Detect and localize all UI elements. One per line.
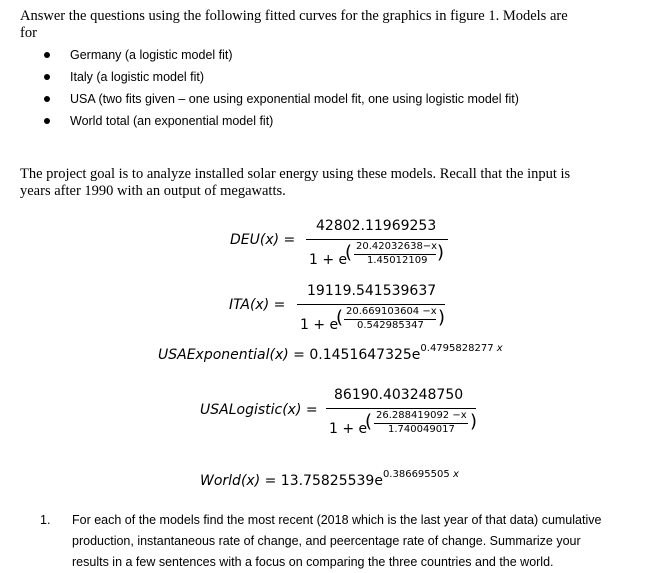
world-equals: = bbox=[264, 473, 277, 489]
usa-exp-exponent-group: 0.4795828277 x bbox=[420, 343, 503, 354]
ita-fraction-bar bbox=[297, 304, 445, 305]
list-item: Italy (a logistic model fit) bbox=[40, 66, 519, 88]
list-item: USA (two fits given – one using exponential model fit, one using logistic model fit) bbox=[40, 88, 519, 110]
question-line-3: results in a few sentences with a focus on comparing the three countries and the world. bbox=[72, 555, 554, 569]
ita-one-plus-e: 1 + e bbox=[300, 317, 339, 333]
usa-log-fraction-bar bbox=[326, 408, 476, 409]
usa-exp-equals: = bbox=[293, 347, 305, 363]
deu-exp-denominator: 1.45012109 bbox=[367, 255, 428, 266]
model-bullet-list bbox=[40, 44, 519, 132]
usa-log-exp-numerator: 26.288419092 −x bbox=[376, 410, 467, 421]
ita-left-paren: ( bbox=[336, 307, 344, 328]
bullet-icon bbox=[44, 74, 50, 80]
deu-right-paren: ) bbox=[437, 242, 445, 263]
usa-exponential-equation bbox=[158, 343, 503, 363]
question-line-2: production, instantaneous rate of change, and peercentage rate of change. Summarize your bbox=[72, 534, 581, 548]
intro-line-2: for bbox=[20, 25, 37, 41]
world-equation bbox=[200, 469, 459, 489]
goal-line-2: years after 1990 with an output of megawatts. bbox=[20, 183, 286, 199]
usa-log-exp-denominator: 1.740049017 bbox=[388, 424, 455, 435]
usa-log-numerator: 86190.403248750 bbox=[334, 387, 464, 403]
usa-log-right-paren: ) bbox=[470, 411, 478, 432]
deu-one-plus-e: 1 + e bbox=[309, 252, 348, 268]
ita-right-paren: ) bbox=[438, 307, 446, 328]
list-item: Germany (a logistic model fit) bbox=[40, 44, 519, 66]
list-item: World total (an exponential model fit) bbox=[40, 110, 519, 132]
world-coef: 13.75825539e bbox=[280, 473, 383, 489]
goal-paragraph bbox=[20, 166, 645, 200]
deu-lhs: DEU(x) = bbox=[230, 232, 296, 248]
ita-lhs: ITA(x) = bbox=[229, 297, 286, 313]
goal-line-1: The project goal is to analyze installed solar energy using these models. Recall that the input is bbox=[20, 166, 571, 182]
deu-left-paren: ( bbox=[345, 242, 353, 263]
usa-exp-lhs: USAExponential(x) bbox=[158, 347, 289, 363]
world-exponent-group: 0.386695505 x bbox=[382, 469, 459, 480]
usa-log-one-plus-e: 1 + e bbox=[329, 421, 368, 437]
world-lhs: World(x) bbox=[200, 473, 261, 489]
intro-line-1: Answer the questions using the following fitted curves for the graphics in figure 1. Models are bbox=[20, 8, 568, 24]
bullet-icon bbox=[44, 118, 50, 124]
question-1 bbox=[40, 510, 652, 573]
bullet-icon bbox=[44, 96, 50, 102]
ita-exp-numerator: 20.669103604 −x bbox=[346, 306, 437, 317]
bullet-icon bbox=[44, 52, 50, 58]
intro-paragraph bbox=[20, 8, 645, 42]
usa-log-lhs: USALogistic(x) = bbox=[200, 402, 318, 418]
deu-numerator: 42802.11969253 bbox=[316, 218, 437, 234]
ita-numerator: 19119.541539637 bbox=[307, 283, 437, 299]
question-number: 1. bbox=[40, 513, 51, 527]
usa-exp-coef: 0.1451647325e bbox=[309, 347, 421, 363]
deu-exp-numerator: 20.42032638−x bbox=[356, 241, 438, 252]
deu-fraction-bar bbox=[306, 239, 448, 240]
question-line-1: For each of the models find the most recent (2018 which is the last year of that data) cumulative bbox=[72, 513, 602, 527]
usa-log-left-paren: ( bbox=[365, 411, 373, 432]
ita-exp-denominator: 0.542985347 bbox=[357, 320, 424, 331]
